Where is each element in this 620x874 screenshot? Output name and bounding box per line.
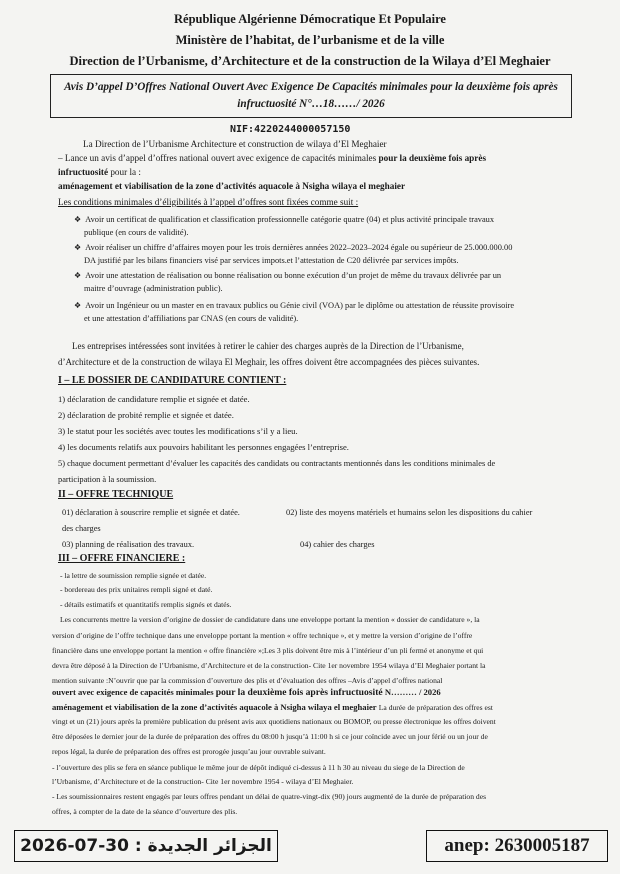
diamond-bullet-icon: ❖ (74, 301, 82, 310)
invite-line1: Les entreprises intéressées sont invitées à retirer le cahier des charges auprès de la Direction de l’Urbanisme, (72, 341, 464, 351)
diamond-bullet-icon: ❖ (74, 215, 82, 224)
section1-item5-cont: participation à la soumission. (58, 475, 157, 484)
intro-line1: La Direction de l’Urbanisme Architecture et construction de wilaya d’El Meghaier (83, 139, 387, 149)
republic-heading: République Algérienne Démocratique Et Populaire (174, 12, 446, 26)
closing-line10: repos légal, la durée de préparation des offres est prorogée jusqu’au jour ouvrable suivant. (52, 747, 326, 756)
section2-item2: 02) liste des moyens matériels et humains selon les dispositions du cahier (286, 508, 533, 517)
closing-line11: - l’ouverture des plis se fera en séance publique le même jour de dépôt indiqué ci-dessus à 11 h 30 au niveau du siege de la Direction de (52, 763, 465, 772)
section3-item3: - détails estimatifs et quantitatifs remplis signés et datés. (60, 600, 232, 609)
closing-line5: mention suivante :N’ouvrir que par la commission d’ouverture des plis et d’évaluation des offres –Avis d’appel d’offres national (52, 676, 443, 685)
nif-number: NIF:4220244000057150 (230, 124, 351, 135)
condition-4: ❖ Avoir un Ingénieur ou un master en en travaux publics ou Génie civil (VOA) par le diplôme ou attestation de réussite provisoire (74, 301, 515, 310)
closing-line12: l’Urbanisme, d’Architecture et de la construction- Cite 1er novembre 1954 - wilaya d’El Meghaier. (52, 777, 354, 786)
notice-title-line1: Avis D’appel D’Offres National Ouvert Avec Exigence De Capacités minimales pour la deuxième fois après (64, 81, 558, 93)
newspaper-date-box: الجزائر الجديدة : 30-07-2026 (14, 830, 278, 862)
notice-title-box (50, 74, 572, 118)
section1-item3: 3) le statut pour les sociétés avec toutes les modifications s’il y a lieu. (58, 426, 298, 436)
section3-item2: - bordereau des prix unitaires rempli signé et daté. (60, 585, 213, 594)
closing-line1: Les concurrents mettre la version d’origine de dossier de candidature dans une enveloppe portant la mention « dossier de candidature », la (60, 615, 480, 624)
condition-3-cont: maitre d’ouvrage (administration public). (84, 284, 223, 293)
intro-line3-a: infructuosité (58, 167, 109, 177)
section2-item4: 04) cahier des charges (300, 540, 375, 549)
condition-4-cont: et une attestation d’affiliations par CNAS (en cours de validité). (84, 314, 299, 323)
section1-heading: I – LE DOSSIER DE CANDIDATURE CONTIENT : (58, 375, 287, 386)
section3-heading: III – OFFRE FINANCIERE : (58, 553, 186, 564)
invite-line2: d’Architecture et de la construction de wilaya El Meghair, les offres doivent être accompagnées des pièces suivantes. (58, 357, 480, 367)
ministry-heading: Ministère de l’habitat, de l’urbanisme et de la ville (175, 33, 445, 47)
section3-item1: - la lettre de soumission remplie signée et datée. (60, 571, 207, 580)
section2-item1: 01) déclaration à souscrire remplie et signée et datée. (62, 508, 240, 517)
condition-1: ❖ Avoir un certificat de qualification et classification professionnelle catégorie quatre (04) et plus activité principale travaux (74, 215, 495, 224)
intro-line3-b: pour la : (110, 167, 141, 177)
section1-item5: 5) chaque document permettant d’évaluer les capacités des candidats ou contractants mentionnés dans les conditions minimales de (58, 459, 496, 468)
section1-item2: 2) déclaration de probité remplie et signée et datée. (58, 410, 234, 420)
diamond-bullet-icon: ❖ (74, 243, 82, 252)
closing-line8: vingt et un (21) jours après la première publication du présent avis aux quotidiens nationaux ou BOMOP, ou presse électronique les offres doivent (52, 717, 496, 726)
conditions-heading: Les conditions minimales d’éligibilités à l’appel d’offres sont fixées comme suit : (58, 197, 359, 207)
closing-line4: devra être déposé à la Direction de l’Urbanisme, d’Architecture et de la construction- Cite 1er novembre 1954 wilaya d’El Meghaier portant la (52, 661, 486, 670)
condition-2: ❖ Avoir réaliser un chiffre d’affaires moyen pour les trois dernières années 2022–2023–2024 égale ou supérieur de 25.000.000.00 (74, 243, 513, 252)
anep-number-box: anep: 2630005187 (426, 830, 608, 862)
project-title: aménagement et viabilisation de la zone d’activités aquacole à Nsigha wilaya el meghaier (58, 181, 406, 191)
condition-1-cont: publique (en cours de validité). (84, 228, 189, 237)
closing-line2: version d’origine de l’offre technique dans une enveloppe portant la mention « offre technique », et y mettre la version d’origine de l’offre (52, 631, 473, 640)
intro-line2-b: pour la deuxième fois après (378, 153, 487, 163)
closing-line14: offres, à compter de la date de la séance d’ouverture des plis. (52, 807, 238, 816)
direction-heading: Direction de l’Urbanisme, d’Architecture et de la construction de la Wilaya d’El Meghaier (69, 54, 551, 68)
section2-item2-cont: des charges (62, 524, 101, 533)
condition-2-cont: DA justifié par les bilans financiers visé par services impots.et l’attestation de C20 délivrée par services impôts. (84, 256, 459, 265)
section2-item3: 03) planning de réalisation des travaux. (62, 540, 195, 549)
condition-3: ❖ Avoir une attestation de réalisation ou bonne réalisation ou bonne exécution d’un projet de même du travaux délivrée par un (74, 271, 502, 280)
closing-line3: financière dans une enveloppe portant la mention « offre financière »;Les 3 plis doivent être mis à l’intérieur d’un pli fermé et anonyme et qui (52, 646, 484, 655)
intro-line2 (58, 152, 486, 165)
closing-line13: - Les soumissionnaires restent engagés par leurs offres pendant un délai de quatre-vingt-dix (90) jours augmenté de la durée de préparation des (52, 792, 487, 801)
intro-line3 (58, 166, 141, 179)
closing-line6: ouvert avec exigence de capacités minimales pour la deuxième fois après infructuosité N……… / 2026 (52, 687, 441, 698)
diamond-bullet-icon: ❖ (74, 271, 82, 280)
closing-line9: être déposées le dernier jour de la durée de préparation des offres du 08:00 h jusqu’à 11:00 h si ce jour coïncide avec un jour férié ou un jour de (52, 732, 488, 741)
section1-item4: 4) les documents relatifs aux pouvoirs habilitant les personnes engagées l’entreprise. (58, 442, 349, 452)
closing-line7: aménagement et viabilisation de la zone d’activités aquacole à Nsigha wilaya el meghaier La durée de préparation des offres est (52, 702, 493, 712)
notice-title-line2: infructuosité N°…18……/ 2026 (237, 98, 385, 110)
section2-heading: II – OFFRE TECHNIQUE (58, 489, 174, 500)
intro-line2-a: – Lance un avis d’appel d’offres national ouvert avec exigence de capacités minimales (58, 153, 377, 163)
section1-item1: 1) déclaration de candidature remplie et signée et datée. (58, 394, 250, 404)
